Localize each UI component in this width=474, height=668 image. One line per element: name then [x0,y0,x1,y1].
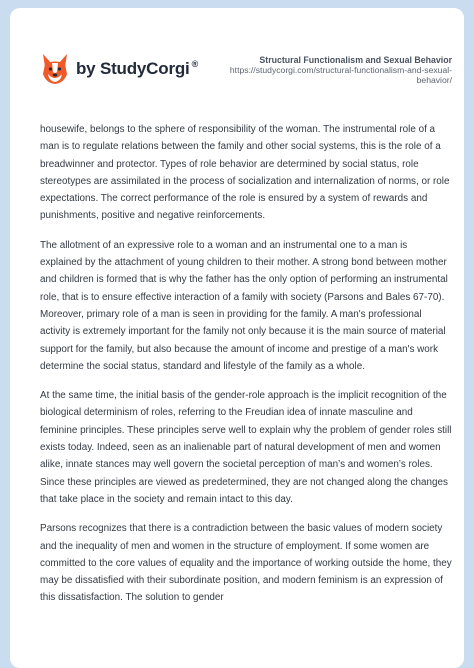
brand-name: by StudyCorgi ® [76,59,199,78]
source-title: Structural Functionalism and Sexual Behavior [259,55,452,65]
page-header [10,8,464,108]
paragraph: Parsons recognizes that there is a contradiction between the basic values of modern society and the inequality of men and women in the structure of employment. If some women are committed to the core values of equality and the importance of working outside the home, they may be dissatisfied with their subordinate position, and modern feminism is an expression of this dissatisfaction. The solution to gender [40,523,452,604]
registered-mark: ® [191,59,199,70]
studycorgi-logo[interactable] [40,52,198,86]
paragraph: The allotment of an expressive role to a woman and an instrumental one to a man is explained by the attachment of young children to their mother. A strong bond between mother and children is formed that is why the father has the only option of performing an instrumental role, that is to ensure effective interaction of a family with society (Parsons and Bales 67-70). Moreover, primary role of a man is seen in providing for the family. A man's professional activity is extremely important for the family not only because it is the main source of material support for the family, but also because the amount of income and prestige of a man's work determine the social status, standard and lifestyle of the family as a whole. [40,239,448,372]
essay-body [40,121,452,619]
document-page [10,8,464,668]
paragraph: housewife, belongs to the sphere of responsibility of the woman. The instrumental role of a man is to regulate relations between the family and other social systems, this is the role of a breadwinner and protector. Types of role behavior are determined by social status, role stereotypes are assimilated in the process of socialization and internalization of norms, or role expectations. The correct performance of the role is ensured by a system of rewards and punishments, positive and negative reinforcements. [40,124,450,222]
corgi-logo-icon [40,52,70,86]
paragraph: At the same time, the initial basis of the gender-role approach is the implicit recognition of the biological determinism of roles, referring to the Freudian idea of innate masculine and feminine principles. These principles serve well to explain why the problem of gender roles still exists today. Indeed, seen as an inalienable part of natural development of men and women alike, innate stances may well govern the societal perception of man’s and women’s roles. Since these principles are viewed as predetermined, they are not changed along the changes that take place in the society and remain intact to this day. [40,390,452,505]
source-url[interactable]: https://studycorgi.com/structural-functionalism-and-sexual-behavior/ [229,65,452,85]
source-citation [202,55,452,85]
